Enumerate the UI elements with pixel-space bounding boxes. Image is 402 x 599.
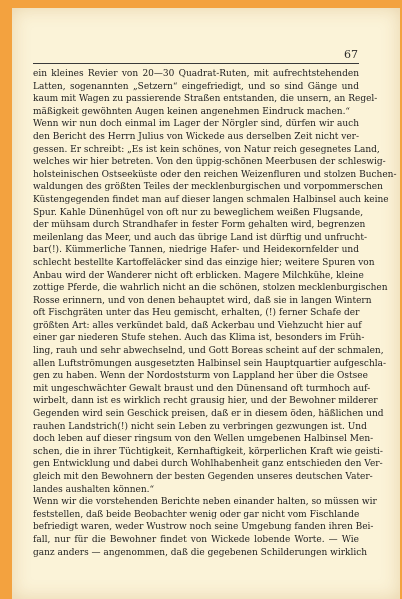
text-line: befriedigt waren, weder Wustrow noch seine Umgebung fanden ihren Bei- <box>33 522 374 533</box>
text-line: schlecht bestellte Kartoffeläcker sind das einzige hier; weitere Spuren von <box>33 257 375 268</box>
text-line: Wenn wir nun doch einmal im Lager der Nörgler sind, dürfen wir auch <box>33 119 359 130</box>
text-line: gleich mit den Bewohnern der besten Gegenden unseres deutschen Vater- <box>33 472 373 482</box>
text-line: gen Entwicklung und dabei durch Wohlhabenheit ganz entschieden den Ver- <box>33 459 383 470</box>
text-line: rauhen Landstrich(!) nicht sein Leben zu verbringen gezwungen ist. Und <box>33 421 367 432</box>
text-line: landes aushalten können.“ <box>33 484 155 495</box>
text-line: feststellen, daß beide Beobachter wenig oder gar nicht vom Fischlande <box>33 509 360 520</box>
text-line: kaum mit Wagen zu passierende Straßen entstanden, die unsern, an Regel- <box>33 94 378 105</box>
text-line: gessen. Er schreibt: „Es ist kein schönes, von Natur reich gesegnetes Land, <box>33 144 380 155</box>
text-line: Wenn wir die vorstehenden Berichte neben einander halten, so müssen wir <box>33 497 377 508</box>
text-line: holsteinischen Ostseeküste oder den reichen Weizenfluren und stolzen Buchen- <box>33 169 397 180</box>
text-line: ein kleines Revier von 20—30 Quadrat-Ruten, mit aufrechtstehenden <box>33 69 359 79</box>
text-line: gen zu haben. Wenn der Nordoststurm von Lappland her über die Ostsee <box>33 371 368 382</box>
text-line: ling, rauh und sehr abwechselnd, und Gott Boreas scheint auf der schmalen, <box>33 346 384 357</box>
text-line: Gegenden wird sein Geschick preisen, daß er in diesem öden, häßlichen und <box>33 409 384 420</box>
text-line: zottige Pferde, die wahrlich nicht an die schönen, stolzen mecklenburgischen <box>33 283 388 294</box>
text-line: meilenlang das Meer, und auch das übrige Land ist dürftig und unfrucht- <box>33 232 368 243</box>
text-line: Latten, sogenannten „Setzern“ eingefriedigt, und so sind Gänge und <box>33 81 359 92</box>
header-rule <box>33 63 359 64</box>
text-line: Küstengegenden findet man auf dieser langen schmalen Halbinsel auch keine <box>33 194 389 205</box>
text-line: einer gar niederen Stufe stehen. Auch das Klima ist, besonders im Früh- <box>33 333 365 344</box>
text-line: doch leben auf dieser ringsum von den Wellen umgebenen Halbinsel Men- <box>33 434 374 445</box>
text-line: größten Art: alles verkündet bald, daß Ackerbau und Viehzucht hier auf <box>33 320 362 331</box>
body-text <box>33 68 397 559</box>
text-line: oft Fischgräten unter das Heu gemischt, erhalten, (!) ferner Schafe der <box>33 308 360 319</box>
text-line: Spur. Kahle Dünenhügel von oft nur zu beweglichem weißen Flugsande, <box>33 207 364 218</box>
text-line: bar(!). Kümmerliche Tannen, niedrige Hafer- und Heideкornfelder und <box>33 245 359 256</box>
text-line: Anbau wird der Wanderer nicht oft erblicken. Magere Milchkühe, kleine <box>33 270 364 281</box>
text-line: schen, die in ihrer Tüchtigkeit, Kernhaftigkeit, körperlichen Kraft wie geisti- <box>33 446 383 457</box>
text-line: mäßigkeit gewöhnten Augen keinen angenehmen Eindruck machen.“ <box>33 106 351 117</box>
page-number: 67 <box>344 48 358 61</box>
text-line: mit ungeschwächter Gewalt braust und den Dünensand oft turmhoch auf- <box>33 383 371 394</box>
text-line: welches wir hier betreten. Von den üppig-schönen Meerbusen der schleswig- <box>33 157 386 168</box>
text-line: ganz anders — angenommen, daß die gegebenen Schilderungen wirklich <box>33 547 368 558</box>
text-line: Rosse erinnern, und von denen behauptet wird, daß sie in langen Wintern <box>33 295 372 306</box>
text-line: wirbelt, dann ist es wirklich recht grausig hier, und der Bewohner milderer <box>33 396 378 407</box>
text-line: der mühsam durch Strandhafer in fester Form gehalten wird, begrenzen <box>33 220 366 231</box>
text-line: waldungen des größten Teiles der mecklenburgischen und vorpommerschen <box>33 182 383 193</box>
text-line: den Bericht des Herrn Julius von Wickede aus derselben Zeit nicht ver- <box>33 131 359 142</box>
text-line: allen Luftströmungen ausgesetzten Halbinsel sein Hauptquartier aufgeschla- <box>33 358 387 369</box>
text-line: fall, nur für die Bewohner findet von Wickede lobende Worte. — Wie <box>33 534 359 545</box>
